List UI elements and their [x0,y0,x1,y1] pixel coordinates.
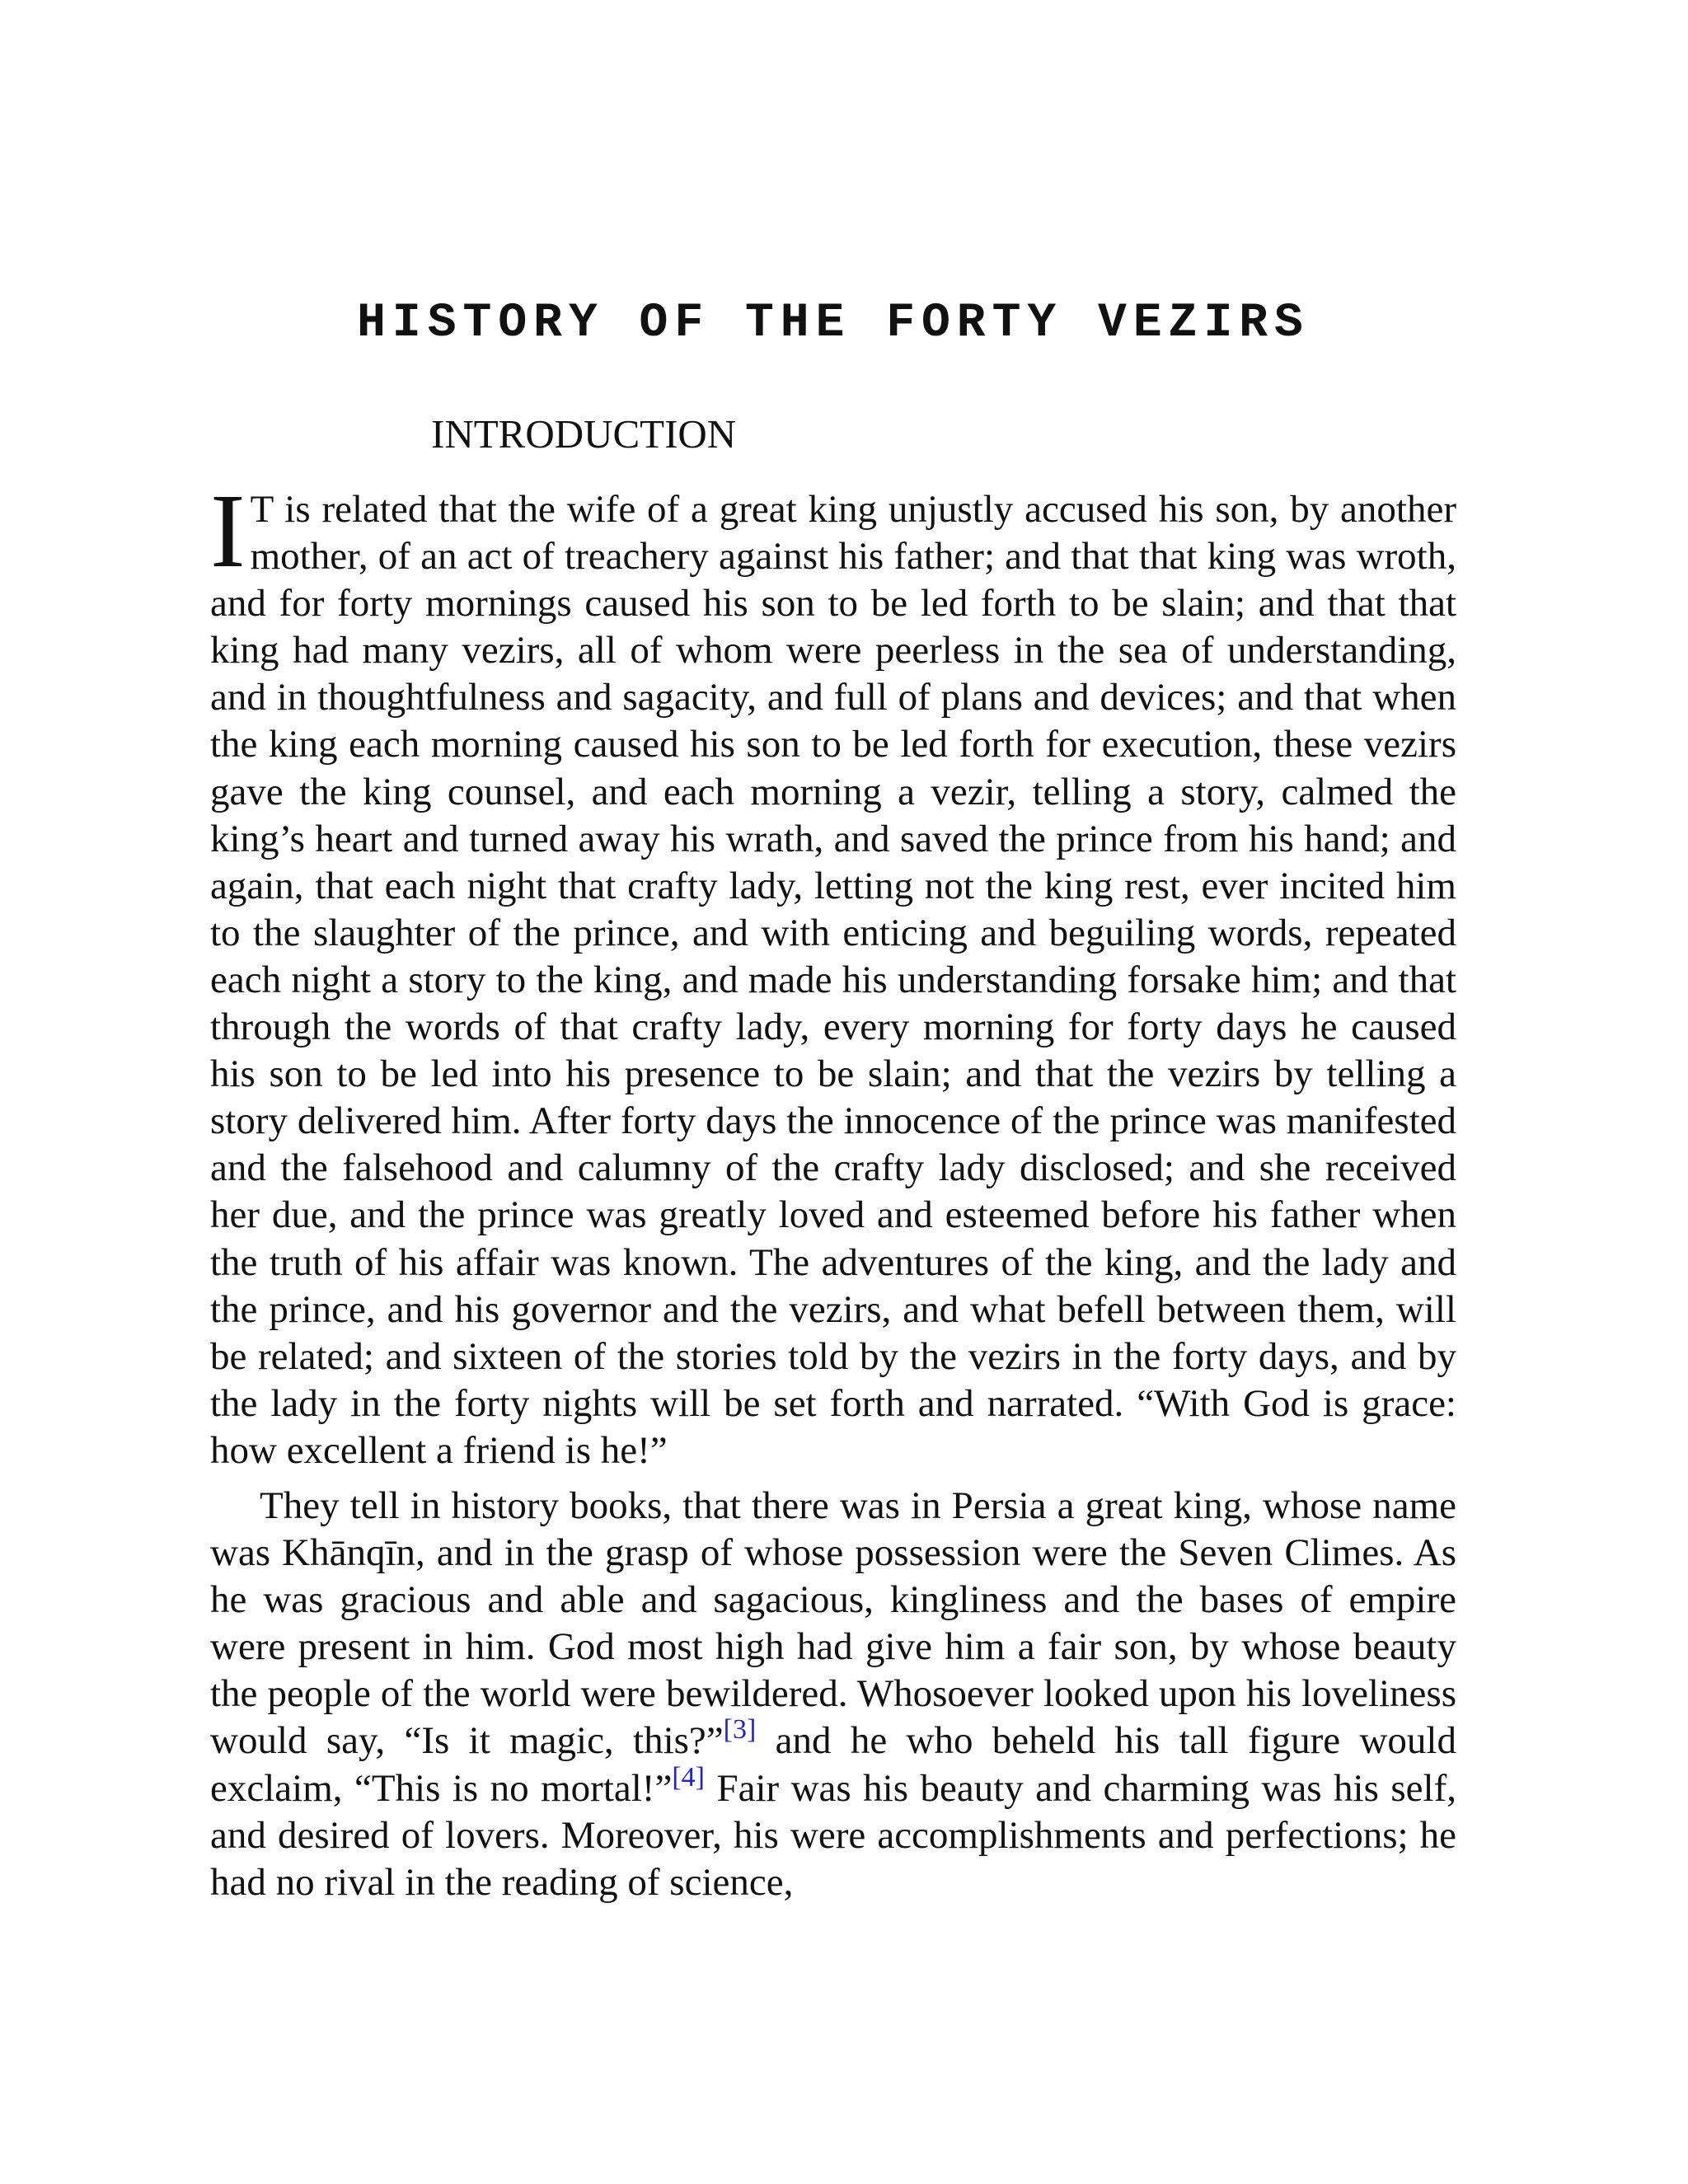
drop-cap: I [210,472,246,589]
footnote-link-4[interactable]: [4] [672,1761,705,1793]
paragraph-story-text-3: Fair was his beauty and charming was his self, and desired of lovers. Moreover, his were accomplishments and perfections; he had no rival in the reading of science, [210,1766,1456,1904]
paragraph-story [210,1483,1456,1906]
paragraph-intro [210,472,1456,1474]
paragraph-story-text-1: They tell in history books, that there was in Persia a great king, whose name was Khānqīn, and in the grasp of whose possession were the Seven Climes. As he was gracious and able and sagacious, kingliness and the bases of empire were present in him. God most high had give him a fair son, by whose beauty the people of the world were bewildered. Whosoever looked upon his loveliness would say, “Is it magic, this?” [210,1483,1456,1763]
footnote-link-3[interactable]: [3] [723,1714,757,1746]
section-heading: INTRODUCTION [431,411,737,457]
paragraph-intro-text: T is related that the wife of a great king unjustly accused his son, by another mother, of an act of treachery against his father; and that that king was wroth, and for forty mornings caused his son to be led forth to be slain; and that that king had many vezirs, all of whom were peerless in the sea of understanding, and in thoughtfulness and sagacity, and full of plans and devices; and that when the king each morning caused his son to be led forth for execution, these vezirs gave the king counsel, and each morning a vezir, telling a story, calmed the king’s heart and turned away his wrath, and saved the prince from his hand; and again, that each night that crafty lady, letting not the king rest, ever incited him to the slaughter of the prince, and with enticing and beguiling words, repeated each night a story to the king, and made his understanding forsake him; and that through the words of that crafty lady, every morning for forty days he caused his son to be led into his presence to be slain; and that the vezirs by telling a story delivered him. After forty days the innocence of the prince was manifested and the falsehood and calumny of the crafty lady disclosed; and she received her due, and the prince was greatly loved and esteemed before his father when the truth of his affair was known. The adventures of the king, and the lady and the prince, and his governor and the vezirs, and what befell between them, will be related; and sixteen of the stories told by the vezirs in the forty days, and by the lady in the forty nights will be set forth and narrated. “With God is grace: how excellent a friend is he!” [210,488,1456,1472]
document-title: HISTORY OF THE FORTY VEZIRS [357,297,1310,350]
body-text [210,472,1456,1906]
paragraph-story-text-2: and he who beheld his tall figure would exclaim, “This is no mortal!” [210,1719,1456,1810]
